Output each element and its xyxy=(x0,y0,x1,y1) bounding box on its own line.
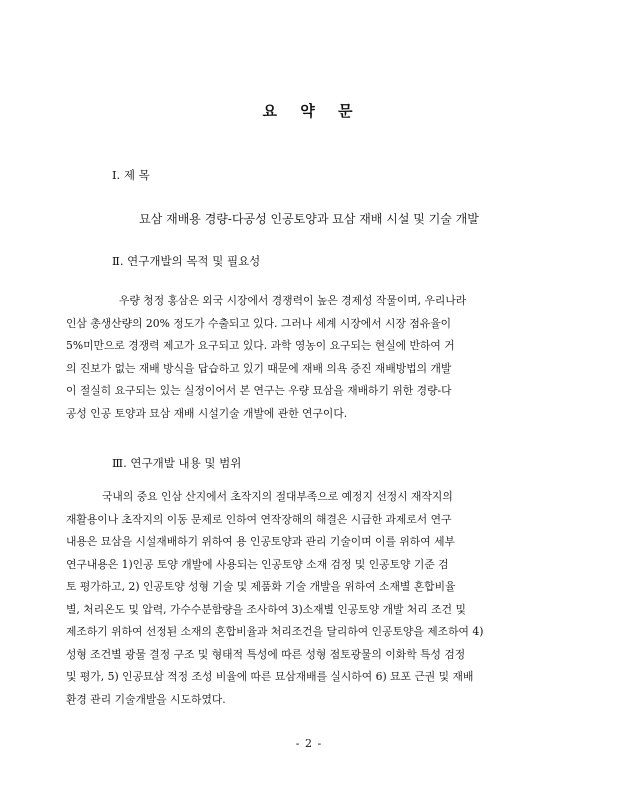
paragraph-line: 별, 처리온도 및 압력, 가수수분함량을 조사하여 3)소재별 인공토양 개발 처리 조건 및 xyxy=(66,602,466,616)
page-number: - 2 - xyxy=(295,737,323,750)
purpose-paragraph xyxy=(66,290,546,425)
paragraph-line: 국내의 중요 인삼 산지에서 초작지의 절대부족으로 예정지 선정시 재작지의 xyxy=(102,490,453,503)
paragraph-line: 의 진보가 없는 재배 방식을 답습하고 있기 때문에 재배 의욕 증진 재배방법의 개발 xyxy=(66,361,452,375)
subject-title: 묘삼 재배용 경량-다공성 인공토양과 묘삼 재배 시설 및 기술 개발 xyxy=(139,212,479,226)
section1-heading: Ⅰ. 제 목 xyxy=(112,168,150,182)
scope-paragraph xyxy=(66,486,546,711)
section2-heading: Ⅱ. 연구개발의 목적 및 필요성 xyxy=(112,254,261,268)
paragraph-line: 제조하기 위하여 선정된 소재의 혼합비율과 처리조건을 달리하여 인공토양을 제조하여 4) xyxy=(66,625,484,638)
paragraph-line: 내용은 묘삼을 시설재배하기 위하여 용 인공토양과 관리 기술이며 이를 위하여 세부 xyxy=(66,535,455,548)
paragraph-line: 인삼 총생산량의 20% 정도가 수출되고 있다. 그러나 세계 시장에서 시장 점유율이 xyxy=(66,316,452,330)
paragraph-line: 성형 조건별 광물 결정 구조 및 형태적 특성에 따른 성형 점토광물의 이화학 특성 검정 xyxy=(66,647,466,661)
paragraph-line: 토 평가하고, 2) 인공토양 성형 기술 및 제품화 기술 개발을 위하여 소재별 혼합비율 xyxy=(66,580,456,593)
paragraph-line: 및 평가, 5) 인공묘삼 적정 조성 비율에 따른 묘삼재배를 실시하여 6) 묘포 근권 및 재배 xyxy=(66,670,474,683)
paragraph-line: 이 절실히 요구되는 있는 실정이어서 본 연구는 우량 묘삼을 재배하기 위한 경량-다 xyxy=(66,384,452,397)
section3-heading: Ⅲ. 연구개발 내용 및 범위 xyxy=(112,456,242,470)
paragraph-line: 연구내용은 1)인공 토양 개발에 사용되는 인공토양 소재 검정 및 인공토양 기준 검 xyxy=(66,557,449,571)
paragraph-line: 우량 청정 홍삼은 외국 시장에서 경쟁력이 높은 경제성 작물이며, 우리나라 xyxy=(119,294,467,307)
paragraph-line: 환경 관리 기술개발을 시도하였다. xyxy=(66,692,226,706)
paragraph-line: 5%미만으로 경쟁력 제고가 요구되고 있다. 과학 영농이 요구되는 현실에 반하여 거 xyxy=(66,339,455,352)
paragraph-line: 재활용이나 초작지의 이동 문제로 인하여 연작장해의 해결은 시급한 과제로서 연구 xyxy=(66,512,452,526)
paragraph-line: 공성 인공 토양과 묘삼 재배 시설기술 개발에 관한 연구이다. xyxy=(66,406,348,420)
document-title: 요 약 문 xyxy=(262,102,356,120)
